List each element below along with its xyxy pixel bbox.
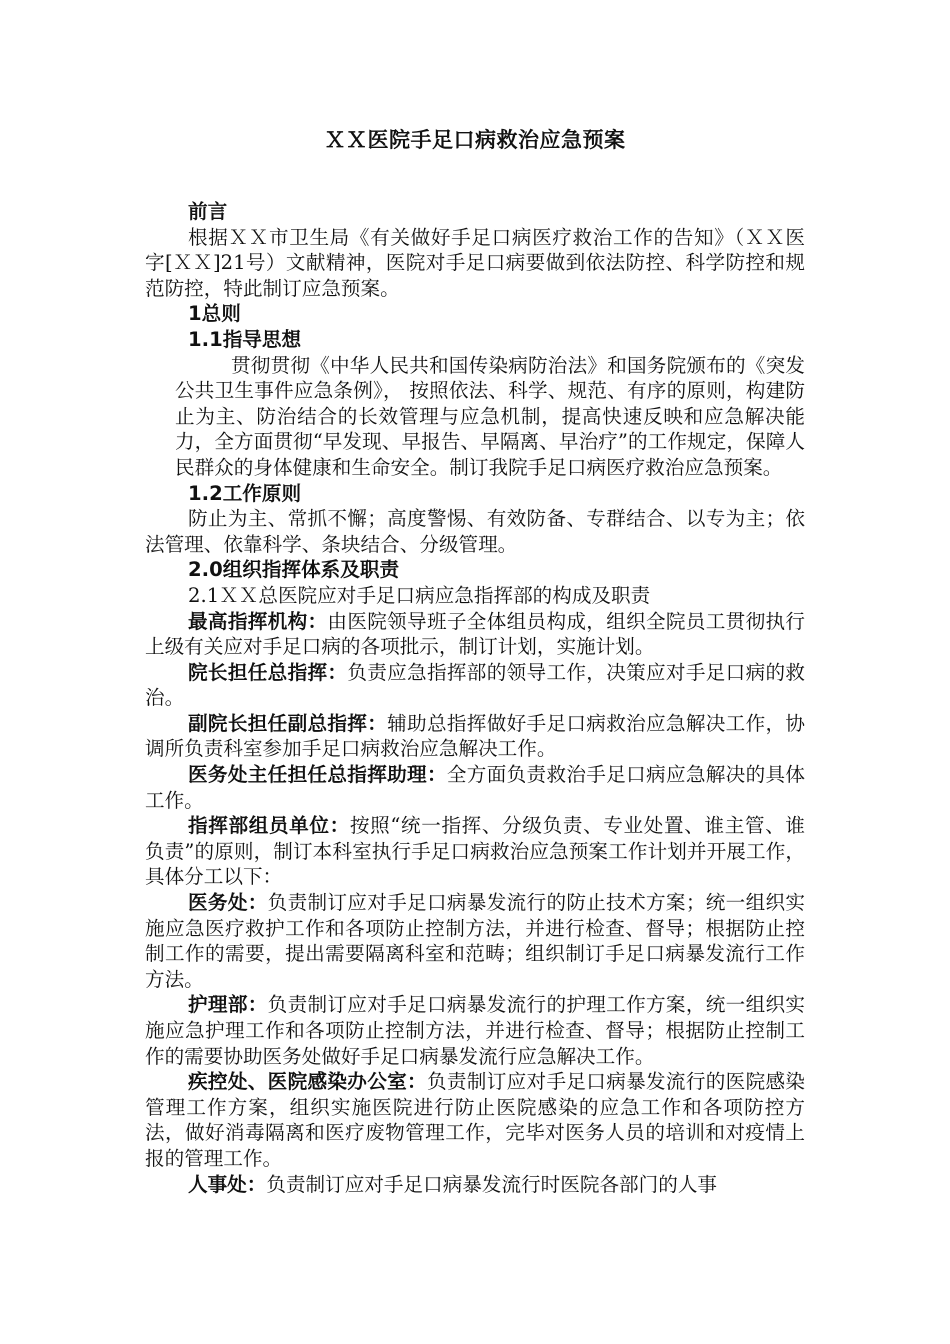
role-text: 由医院领导班子全体组员构成，组织全院员工贯彻执行上级有关应对手足口病的各项批示，制订计划，实施计划。: [145, 609, 806, 659]
role-label: 副院长担任副总指挥：: [188, 711, 388, 735]
section-2-heading: 2.0组织指挥体系及职责: [188, 558, 400, 582]
role-text: 负责制订应对手足口病暴发流行时医院各部门的人事: [266, 1172, 718, 1196]
role-label: 最高指挥机构：: [188, 609, 328, 633]
role-label: 指挥部组员单位：: [188, 814, 350, 838]
section-1-2-heading: 1.2工作原则: [188, 481, 302, 505]
role-paragraph: [145, 992, 805, 1069]
role-label: 护理部：: [188, 993, 268, 1017]
role-text: 负责应急指挥部的领导工作，决策应对手足口病的救治。: [145, 660, 806, 710]
preface-heading: 前言: [188, 200, 228, 223]
role-paragraph: [145, 1172, 805, 1198]
role-paragraph: [145, 1069, 805, 1171]
section-1-1-paragraph: 贯彻贯彻《中华人民共和国传染病防治法》和国务院颁布的《突发公共卫生事件应急条例》， 按照依法、科学、规范、有序的原则，构建防止为主、防治结合的长效管理与应急机制，提高快速反映和应急解决能力，全方面贯彻“早发现、早报告、早隔离、早治疗”的工作规定，保障人民群众的身体健康和生命安全。制订我院手足口病医疗救治应急预案。: [175, 353, 805, 479]
role-paragraph: [145, 813, 805, 890]
role-label: 人事处：: [188, 1172, 267, 1196]
section-1-1-heading: 1.1指导思想: [188, 327, 302, 351]
document-title: ＸＸ医院手足口病救治应急预案: [324, 128, 626, 152]
role-text: 负责制订应对手足口病暴发流行的防止技术方案；统一组织实施应急医疗救护工作和各项防止控制方法，并进行检查、督导；根据防止控制工作的需要，提出需要隔离科室和范畴；组织制订手足口病暴发流行工作方法。: [145, 891, 806, 991]
section-1-heading: 1总则: [188, 302, 241, 326]
role-text: 按照“统一指挥、分级负责、专业处置、谁主管、谁负责”的原则，制订本科室执行手足口病救治应急预案工作计划并开展工作，具体分工以下：: [145, 814, 805, 889]
section-1-2-paragraph: 防止为主、常抓不懈；高度警惕、有效防备、专群结合、以专为主；依法管理、依靠科学、条块结合、分级管理。: [145, 507, 805, 556]
section-2-1-heading: 2.1ＸＸ总医院应对手足口病应急指挥部的构成及职责: [188, 583, 651, 607]
role-label: 疾控处、医院感染办公室：: [188, 1070, 427, 1094]
role-text: 辅助总指挥做好手足口病救治应急解决工作，协调所负责科室参加手足口病救治应急解决工作。: [145, 711, 806, 761]
document-body: [145, 199, 805, 1197]
role-label: 院长担任总指挥：: [188, 660, 348, 684]
role-text: 负责制订应对手足口病暴发流行的护理工作方案，统一组织实施应急护理工作和各项防止控制方法，并进行检查、督导；根据防止控制工作的需要协助医务处做好手足口病暴发流行应急解决工作。: [145, 993, 806, 1068]
role-text: 全方面负责救治手足口病应急解决的具体工作。: [145, 763, 806, 812]
role-paragraph: [145, 890, 805, 992]
role-paragraph: [145, 609, 805, 660]
role-paragraph: [145, 711, 805, 762]
role-text: 负责制订应对手足口病暴发流行的医院感染管理工作方案，组织实施医院进行防止医院感染的应急工作和各项防控方法，做好消毒隔离和医疗废物管理工作，完毕对医务人员的培训和对疫情上报的管理工作。: [145, 1070, 806, 1170]
preface-paragraph: 根据ＸＸ市卫生局《有关做好手足口病医疗救治工作的告知》（ＸＸ医字[ＸＸ]21号）文献精神，医院对手足口病要做到依法防控、科学防控和规范防控，特此制订应急预案。: [145, 225, 805, 300]
role-label: 医务处主任担任总指挥助理：: [188, 763, 447, 787]
role-paragraph: [145, 762, 805, 813]
role-paragraph: [145, 660, 805, 711]
role-label: 医务处：: [188, 891, 268, 915]
